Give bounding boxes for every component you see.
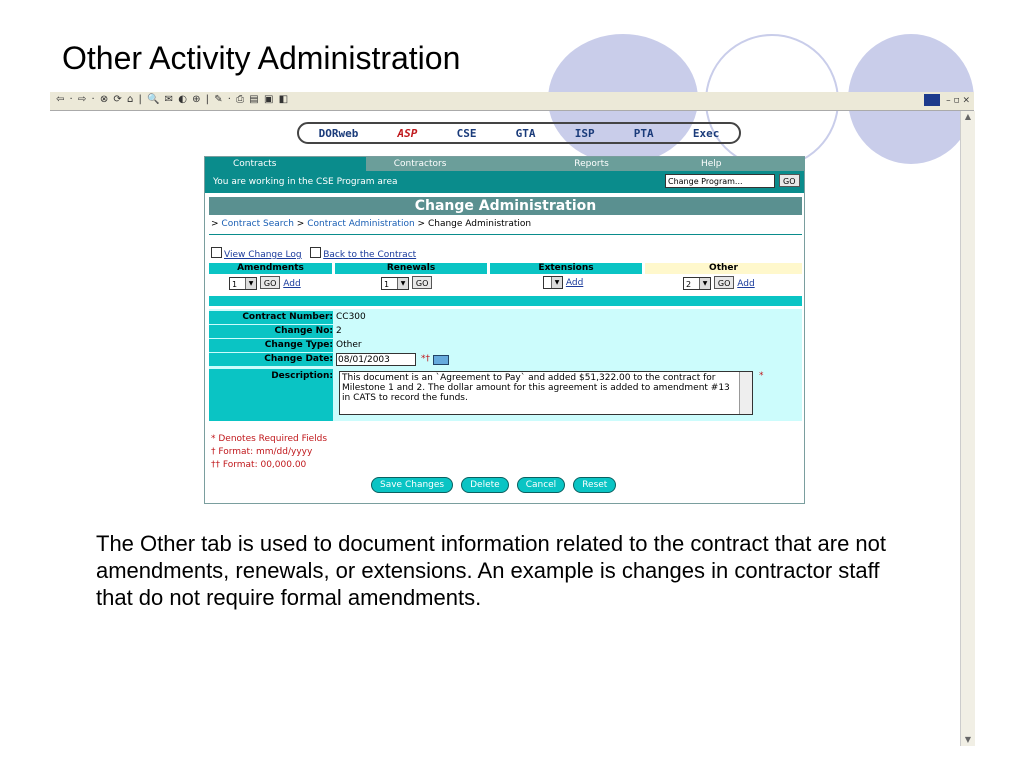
site-nav <box>297 122 741 144</box>
slide-title: Other Activity Administration <box>62 40 461 76</box>
scroll-up-icon[interactable]: ▲ <box>964 112 972 121</box>
cancel-button[interactable]: Cancel <box>517 477 566 493</box>
description-label: Description: <box>209 369 333 421</box>
browser-toolbar <box>50 92 974 111</box>
breadcrumb-sep: > <box>417 219 426 229</box>
change-date-label: Change Date: <box>209 353 333 366</box>
edit-icon <box>310 247 321 258</box>
change-type-label: Change Type: <box>209 339 333 352</box>
breadcrumb-contract-administration[interactable]: Contract Administration <box>307 219 415 229</box>
amendments-select[interactable] <box>229 277 257 290</box>
extensions-add-link[interactable]: Add <box>565 278 584 288</box>
tab-help[interactable]: Help <box>673 157 805 171</box>
other-select-value: 2 <box>686 280 692 289</box>
toolbar-icons[interactable]: ⇦ · ⇨ · ⊗ ⟳ ⌂ | 🔍 ✉ ◐ ⊕ | ✎ · ⎙ ▤ ▣ ◧ <box>56 94 290 105</box>
tab-reports[interactable]: Reports <box>546 157 673 171</box>
app-frame <box>204 156 805 504</box>
nav-item-dorweb[interactable]: DORweb <box>318 126 359 140</box>
amendments-go-button[interactable]: GO <box>260 276 281 289</box>
contract-number-value: CC300 <box>336 312 366 322</box>
program-bar <box>205 171 804 193</box>
browser-scrollbar[interactable] <box>960 111 975 746</box>
section-divider <box>209 296 802 306</box>
other-controls <box>683 276 755 292</box>
amendments-controls <box>229 276 301 292</box>
reset-button[interactable]: Reset <box>573 477 616 493</box>
column-header-other: Other <box>645 263 802 274</box>
chevron-down-icon: ▼ <box>397 278 408 289</box>
required-footnote: * Denotes Required Fields <box>211 434 328 444</box>
tab-bar <box>205 157 805 171</box>
calendar-icon[interactable] <box>433 355 449 365</box>
column-header-extensions: Extensions <box>490 263 642 274</box>
form-buttons <box>371 477 616 493</box>
window-controls[interactable]: – ▫ × <box>924 94 970 106</box>
change-program-select[interactable] <box>665 174 775 188</box>
amendments-select-value: 1 <box>232 280 238 289</box>
windows-logo-icon <box>924 94 940 106</box>
breadcrumb-contract-search[interactable]: Contract Search <box>221 219 294 229</box>
view-change-log-link[interactable]: View Change Log <box>224 250 302 260</box>
breadcrumb-current: Change Administration <box>427 219 532 229</box>
contract-number-row <box>209 311 802 324</box>
nav-item-isp[interactable]: ISP <box>574 126 595 140</box>
chevron-down-icon: ▼ <box>245 278 256 289</box>
description-text: This document is an `Agreement to Pay` and added $51,322.00 to the contract for Milestone 1 and 2. The dollar amount for this agreement is added to amendment #13 in CATS to record the funds. <box>342 373 730 403</box>
change-program-value: Change Program... <box>668 177 743 186</box>
nav-item-pta[interactable]: PTA <box>633 126 654 140</box>
change-type-row <box>209 339 802 352</box>
change-no-row <box>209 325 802 338</box>
extensions-select[interactable] <box>543 276 563 289</box>
change-date-row <box>209 353 802 366</box>
column-header-amendments: Amendments <box>209 263 332 274</box>
scroll-down-icon[interactable]: ▼ <box>964 735 972 744</box>
renewals-select[interactable] <box>381 277 409 290</box>
page-heading: Change Administration <box>209 197 802 215</box>
breadcrumb-sep: > <box>296 219 305 229</box>
column-header-renewals: Renewals <box>335 263 487 274</box>
save-changes-button[interactable]: Save Changes <box>371 477 453 493</box>
divider <box>209 234 802 235</box>
chevron-down-icon: ▼ <box>551 277 562 288</box>
footnotes <box>211 433 327 472</box>
action-links <box>211 247 416 260</box>
change-type-value: Other <box>336 340 362 350</box>
change-log-icon <box>211 247 222 258</box>
change-no-label: Change No: <box>209 325 333 338</box>
renewals-select-value: 1 <box>384 280 390 289</box>
nav-item-gta[interactable]: GTA <box>515 126 536 140</box>
change-date-required-marker: *† <box>421 354 430 364</box>
change-no-value: 2 <box>336 326 342 336</box>
nav-item-exec[interactable]: Exec <box>692 126 720 140</box>
nav-item-asp[interactable]: ASP <box>397 126 418 140</box>
change-details <box>209 309 802 421</box>
delete-button[interactable]: Delete <box>461 477 509 493</box>
breadcrumb-sep: > <box>211 219 219 229</box>
chevron-down-icon: ▼ <box>699 278 710 289</box>
change-date-input[interactable]: 08/01/2003 <box>336 353 416 366</box>
textarea-scrollbar[interactable] <box>739 372 752 414</box>
other-select[interactable] <box>683 277 711 290</box>
date-format-footnote: † Format: mm/dd/yyyy <box>211 447 313 457</box>
back-to-contract-link[interactable]: Back to the Contract <box>323 250 417 260</box>
other-go-button[interactable]: GO <box>714 276 735 289</box>
nav-item-cse[interactable]: CSE <box>456 126 477 140</box>
program-go-button[interactable]: GO <box>779 174 800 187</box>
money-format-footnote: †† Format: 00,000.00 <box>211 460 307 470</box>
renewals-go-button[interactable]: GO <box>412 276 433 289</box>
tab-contractors[interactable]: Contractors <box>366 157 547 171</box>
other-add-link[interactable]: Add <box>737 279 755 289</box>
description-textarea[interactable] <box>339 371 753 415</box>
amendments-add-link[interactable]: Add <box>283 279 301 289</box>
description-required-marker: * <box>759 371 764 381</box>
breadcrumb <box>211 219 531 229</box>
program-area-text: You are working in the CSE Program area <box>213 177 398 187</box>
extensions-controls <box>543 276 583 292</box>
contract-number-label: Contract Number: <box>209 311 333 324</box>
tab-contracts[interactable]: Contracts <box>205 157 366 171</box>
slide-body-text: The Other tab is used to document information related to the contract that are not amendments, renewals, or extensions. An example is changes in contractor staff that do not require formal amendments. <box>96 531 887 610</box>
renewals-controls <box>381 276 432 292</box>
